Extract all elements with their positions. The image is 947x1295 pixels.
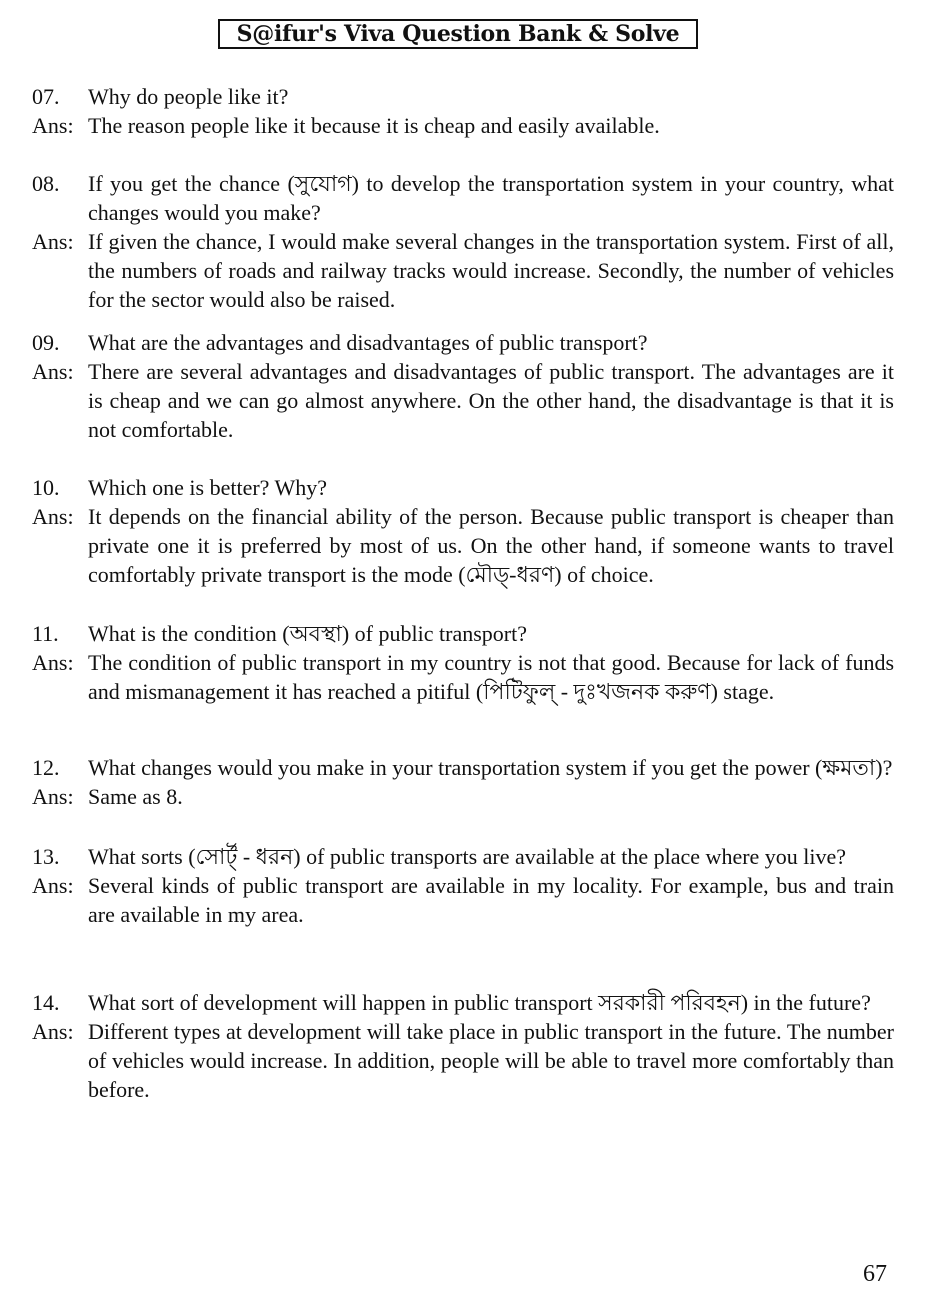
question-row bbox=[32, 82, 894, 111]
answer-text: It depends on the financial ability of the person. Because public transport is cheaper than private one it is preferred by most of us. On the other hand, if someone wants to travel comfortably private transport is the mode (মৌড্-ধরণ) of choice. bbox=[88, 504, 894, 587]
question-row bbox=[32, 473, 894, 502]
question-text: If you get the chance (সুযোগ) to develop the transportation system in your country, what changes would you make? bbox=[88, 171, 894, 225]
question-text: What are the advantages and disadvantages of public transport? bbox=[88, 330, 648, 355]
question-text: What changes would you make in your transportation system if you get the power (ক্ষমতা)? bbox=[88, 755, 893, 780]
answer-text: The reason people like it because it is cheap and easily available. bbox=[88, 113, 660, 138]
answer-text: Different types at development will take place in public transport in the future. The number of vehicles would increase. In addition, people will be able to travel more comfortably than before. bbox=[88, 1019, 894, 1102]
answer-row bbox=[32, 111, 894, 140]
answer-text: There are several advantages and disadvantages of public transport. The advantages are it is cheap and we can go almost anywhere. On the other hand, the disadvantage is that it is not comfortable. bbox=[88, 359, 894, 442]
answer-row bbox=[32, 1017, 894, 1104]
question-text: What is the condition (অবস্থা) of public transport? bbox=[88, 621, 527, 646]
question-number: 14. bbox=[32, 990, 60, 1015]
answer-text: Same as 8. bbox=[88, 784, 183, 809]
question-text: What sorts (সোর্ট্ - ধরন) of public transports are available at the place where you live? bbox=[88, 844, 847, 869]
question-number: 09. bbox=[32, 330, 60, 355]
question-text: Why do people like it? bbox=[88, 84, 289, 109]
question-text: What sort of development will happen in public transport সরকারী পরিবহন) in the future? bbox=[88, 990, 871, 1015]
answer-label: Ans: bbox=[32, 113, 74, 138]
answer-row bbox=[32, 871, 894, 929]
answer-text: Several kinds of public transport are available in my locality. For example, bus and train are available in my area. bbox=[88, 873, 894, 927]
answer-label: Ans: bbox=[32, 229, 74, 254]
answer-label: Ans: bbox=[32, 359, 74, 384]
qa-item-13 bbox=[32, 842, 894, 929]
answer-label: Ans: bbox=[32, 1019, 74, 1044]
qa-item-08 bbox=[32, 169, 894, 314]
answer-label: Ans: bbox=[32, 650, 74, 675]
answer-label: Ans: bbox=[32, 504, 74, 529]
answer-label: Ans: bbox=[32, 873, 74, 898]
answer-row bbox=[32, 502, 894, 589]
qa-item-10 bbox=[32, 473, 894, 589]
qa-item-12 bbox=[32, 753, 894, 811]
answer-label: Ans: bbox=[32, 784, 74, 809]
question-row bbox=[32, 169, 894, 227]
answer-row bbox=[32, 782, 894, 811]
question-text: Which one is better? Why? bbox=[88, 475, 328, 500]
question-row bbox=[32, 988, 894, 1017]
question-row bbox=[32, 328, 894, 357]
qa-item-07 bbox=[32, 82, 894, 140]
answer-text: If given the chance, I would make several changes in the transportation system. First of all, the numbers of roads and railway tracks would increase. Secondly, the number of vehicles for the sector would also be raised. bbox=[88, 229, 894, 312]
answer-text: The condition of public transport in my country is not that good. Because for lack of funds and mismanagement it has reached a pitiful (পিটিফুল্ - দুঃখজনক করুণ) stage. bbox=[88, 650, 894, 704]
page-number: 67 bbox=[863, 1261, 887, 1287]
answer-row bbox=[32, 227, 894, 314]
page-title: S@ifur's Viva Question Bank & Solve bbox=[218, 19, 698, 49]
qa-item-11 bbox=[32, 619, 894, 706]
answer-row bbox=[32, 648, 894, 706]
question-number: 12. bbox=[32, 755, 60, 780]
question-row bbox=[32, 619, 894, 648]
question-row bbox=[32, 753, 894, 782]
answer-row bbox=[32, 357, 894, 444]
question-number: 10. bbox=[32, 475, 60, 500]
qa-item-09 bbox=[32, 328, 894, 444]
question-number: 08. bbox=[32, 171, 60, 196]
question-number: 07. bbox=[32, 84, 60, 109]
question-number: 13. bbox=[32, 844, 60, 869]
qa-item-14 bbox=[32, 988, 894, 1104]
question-row bbox=[32, 842, 894, 871]
question-number: 11. bbox=[32, 621, 59, 646]
